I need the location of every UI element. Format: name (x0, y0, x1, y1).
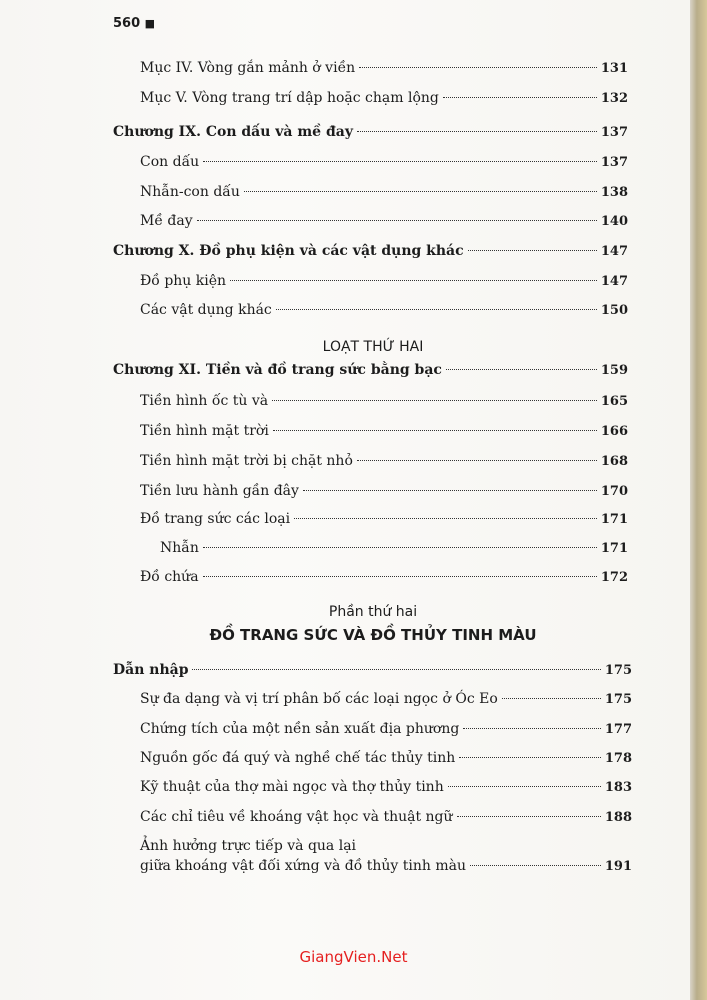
toc-entry: Nguồn gốc đá quý và nghề chế tác thủy tinh 178 (140, 750, 632, 766)
toc-entry: Chứng tích của một nền sản xuất địa phương 177 (140, 721, 632, 737)
toc-entry: Đồ chứa 172 (140, 569, 628, 585)
toc-entry: Mề đay 140 (140, 213, 628, 229)
toc-chapter-entry: Chương X. Đồ phụ kiện và các vật dụng khác 147 (113, 243, 628, 259)
toc-subentry: Nhẫn 171 (160, 540, 628, 556)
page-number: 560 ■ (113, 16, 156, 31)
toc-entry: Kỹ thuật của thợ mài ngọc và thợ thủy tinh 183 (140, 779, 632, 795)
toc-entry: Tiền hình mặt trời 166 (140, 423, 628, 439)
toc-chapter-entry: Dẫn nhập 175 (113, 662, 632, 678)
toc-entry: Tiền hình ốc tù và 165 (140, 393, 628, 409)
toc-chapter-entry: Chương XI. Tiền và đồ trang sức bằng bạc 159 (113, 362, 628, 378)
toc-chapter-entry: Chương IX. Con dấu và mề đay 137 (113, 124, 628, 140)
toc-entry: Đồ phụ kiện 147 (140, 273, 628, 289)
toc-entry: Tiền hình mặt trời bị chặt nhỏ 168 (140, 453, 628, 469)
toc-entry: Đồ trang sức các loại 171 (140, 511, 628, 527)
toc-entry: Mục IV. Vòng gắn mảnh ở viền 131 (140, 60, 628, 76)
toc-entry: giữa khoáng vật đối xứng và đồ thủy tinh màu 191 (140, 858, 632, 874)
part-two-heading: Phần thứ hai (328, 604, 418, 620)
book-spine-edge (690, 0, 707, 1000)
toc-entry: Các chỉ tiêu về khoáng vật học và thuật ngữ 188 (140, 809, 632, 825)
toc-entry: Nhẫn-con dấu 138 (140, 184, 628, 200)
toc-entry: Sự đa dạng và vị trí phân bố các loại ngọc ở Óc Eo 175 (140, 691, 632, 707)
part-two-title: ĐỒ TRANG SỨC VÀ ĐỒ THỦY TINH MÀU (209, 626, 537, 644)
toc-entry: Tiền lưu hành gần đây 170 (140, 483, 628, 499)
toc-entry: Con dấu 137 (140, 154, 628, 170)
watermark-logo: GiangVien.Net (299, 948, 408, 966)
toc-entry-line1: Ảnh hưởng trực tiếp và qua lại (140, 838, 357, 854)
toc-entry: Các vật dụng khác 150 (140, 302, 628, 318)
toc-entry: Mục V. Vòng trang trí dập hoặc chạm lộng 132 (140, 90, 628, 106)
section-heading-series-two: LOẠT THỨ HAI (322, 339, 424, 355)
